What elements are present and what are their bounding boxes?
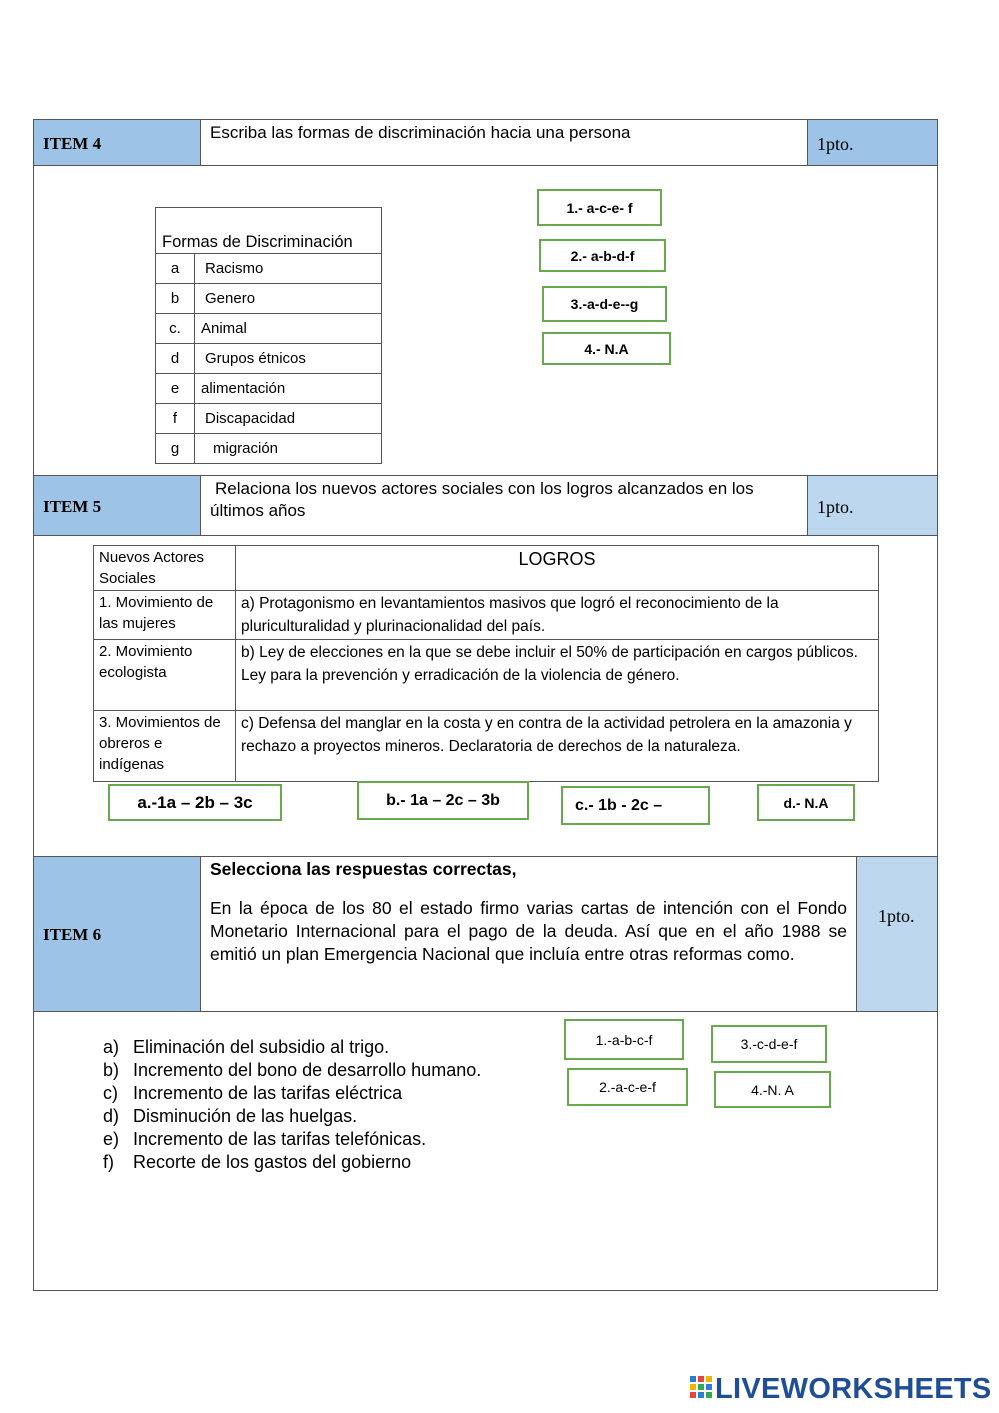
table-row: [94, 591, 879, 640]
item5-points-cell: [807, 475, 938, 536]
forms-table-title: Formas de Discriminación: [162, 233, 353, 251]
item5-points: 1pto.: [817, 497, 854, 517]
item5-question-cell: [200, 475, 808, 536]
table-row: [156, 284, 382, 314]
item5-answer-b[interactable]: b.- 1a – 2c – 3b: [357, 781, 529, 820]
list-item: [103, 1105, 481, 1128]
list-item: [103, 1036, 481, 1059]
row-value: Grupos étnicos: [195, 344, 382, 374]
logro-cell: b) Ley de elecciones en la que se debe incluir el 50% de participación en cargos públicos. Ley para la prevención y erradicación de la violencia de género.: [236, 640, 879, 711]
option-key: f): [103, 1152, 114, 1172]
list-item: [103, 1082, 481, 1105]
forms-table-title-cell: [155, 207, 382, 253]
logros-table: [93, 545, 879, 782]
item6-heading: Selecciona las respuestas correctas,: [210, 859, 517, 879]
list-item: [103, 1128, 481, 1151]
row-key: c.: [156, 314, 195, 344]
logros-header: LOGROS: [236, 546, 879, 591]
item4-points: 1pto.: [817, 134, 854, 154]
row-key: a: [156, 254, 195, 284]
option-text: Recorte de los gastos del gobierno: [133, 1152, 412, 1172]
logro-cell: c) Defensa del manglar en la costa y en contra de la actividad petrolera en la amazonia y rechazo a proyectos mineros. Declaratoria de derechos de la naturaleza.: [236, 711, 879, 782]
actor-cell: 3. Movimientos de obreros e indígenas: [94, 711, 236, 782]
row-key: d: [156, 344, 195, 374]
item4-question: Escriba las formas de discriminación hacia una persona: [210, 123, 631, 142]
actors-header: Nuevos Actores Sociales: [94, 546, 236, 591]
table-row: [156, 344, 382, 374]
row-value: Racismo: [195, 254, 382, 284]
item6-label: ITEM 6: [43, 925, 102, 944]
item4-answer-1[interactable]: 1.- a-c-e- f: [537, 189, 662, 226]
option-key: a): [103, 1037, 120, 1057]
list-item: [103, 1059, 481, 1082]
row-key: f: [156, 404, 195, 434]
option-text: Incremento de las tarifas eléctrica: [133, 1083, 403, 1103]
item4-answer-3[interactable]: 3.-a-d-e--g: [542, 286, 667, 322]
item6-answer-2[interactable]: 2.-a-c-e-f: [567, 1068, 688, 1106]
option-text: Incremento del bono de desarrollo humano.: [133, 1060, 482, 1080]
liveworksheets-logo-text: LIVEWORKSHEETS: [715, 1372, 992, 1405]
item5-question: Relaciona los nuevos actores sociales con los logros alcanzados en los últimos años: [210, 479, 754, 520]
option-key: e): [103, 1129, 120, 1149]
item4-answer-4[interactable]: 4.- N.A: [542, 332, 671, 365]
item6-answer-4[interactable]: 4.-N. A: [714, 1071, 831, 1108]
option-key: c): [103, 1083, 118, 1103]
row-value: Genero: [195, 284, 382, 314]
option-text: Eliminación del subsidio al trigo.: [133, 1037, 390, 1057]
option-key: b): [103, 1060, 120, 1080]
option-text: Incremento de las tarifas telefónicas.: [133, 1129, 427, 1149]
row-value: alimentación: [195, 374, 382, 404]
row-value: migración: [195, 434, 382, 464]
item6-points: 1pto.: [878, 906, 915, 926]
item5-label-cell: [33, 475, 201, 536]
table-row: [156, 404, 382, 434]
item5-label: ITEM 5: [43, 497, 102, 516]
item4-answer-2[interactable]: 2.- a-b-d-f: [539, 239, 666, 272]
item6-question-cell: [200, 856, 857, 1012]
logro-cell: a) Protagonismo en levantamientos masivos que logró el reconocimiento de la pluriculturalidad y plurinacionalidad del país.: [236, 591, 879, 640]
item5-answer-d[interactable]: d.- N.A: [757, 784, 855, 821]
row-key: b: [156, 284, 195, 314]
list-item: [103, 1151, 481, 1174]
item6-points-cell: [856, 856, 938, 1012]
liveworksheets-logo-icon: [690, 1376, 712, 1402]
option-text: Disminución de las huelgas.: [133, 1106, 358, 1126]
item5-answer-a[interactable]: a.-1a – 2b – 3c: [108, 784, 282, 821]
item6-question: En la época de los 80 el estado firmo varias cartas de intención con el Fondo Monetario Internacional para el pago de la deuda. Así que en el año 1988 se emitió un plan Emergencia Nacional que incluía entre otras reformas como.: [210, 898, 847, 964]
table-row: [156, 434, 382, 464]
item4-label-cell: [33, 119, 201, 166]
option-key: d): [103, 1106, 120, 1126]
actor-cell: 1. Movimiento de las mujeres: [94, 591, 236, 640]
item4-question-cell: [200, 119, 808, 166]
forms-table: [155, 207, 382, 464]
item6-answer-3[interactable]: 3.-c-d-e-f: [711, 1025, 827, 1063]
item5-answer-c[interactable]: c.- 1b - 2c –: [561, 786, 710, 825]
table-row: [156, 254, 382, 284]
table-row: [94, 640, 879, 711]
row-key: e: [156, 374, 195, 404]
table-row: [156, 314, 382, 344]
table-row: [156, 374, 382, 404]
item4-points-cell: [807, 119, 938, 166]
table-row: [94, 711, 879, 782]
item4-label: ITEM 4: [43, 134, 102, 153]
item6-label-cell: [33, 856, 201, 1012]
row-key: g: [156, 434, 195, 464]
table-header-row: [94, 546, 879, 591]
item6-answer-1[interactable]: 1.-a-b-c-f: [564, 1019, 684, 1060]
row-value: Animal: [195, 314, 382, 344]
liveworksheets-logo: [690, 1372, 992, 1406]
item6-options-list: [103, 1036, 481, 1174]
actor-cell: 2. Movimiento ecologista: [94, 640, 236, 711]
row-value: Discapacidad: [195, 404, 382, 434]
